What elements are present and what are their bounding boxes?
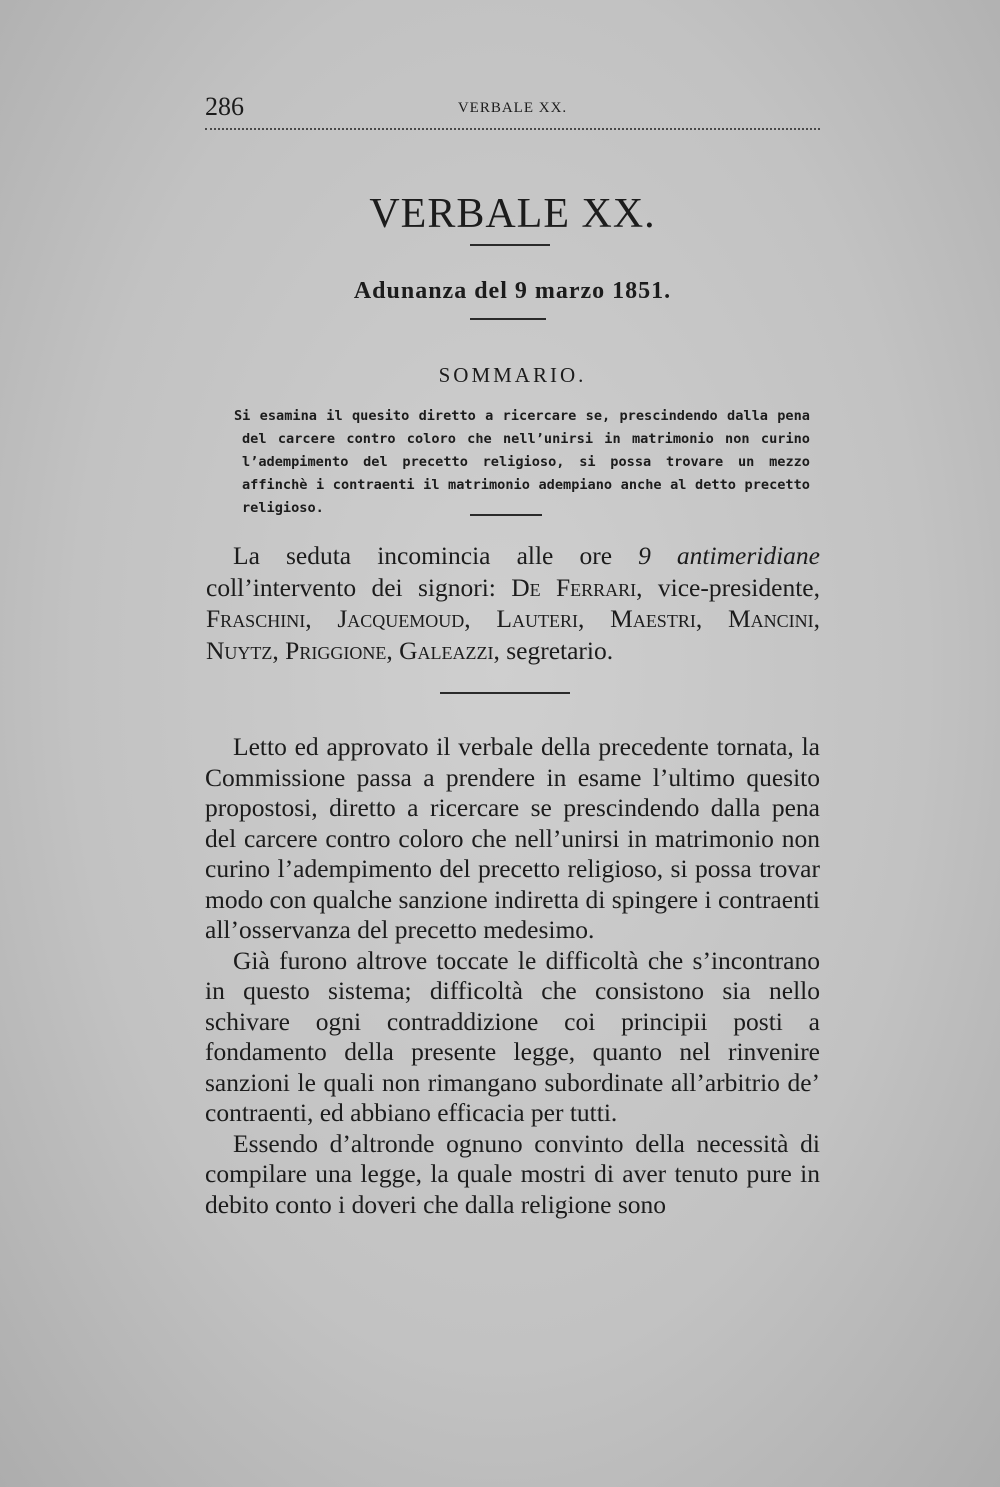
member-name: De Ferrari [511, 572, 637, 602]
meeting-divider [470, 318, 546, 320]
session-time: 9 antimeridiane [638, 541, 820, 570]
member-name: Maestri [610, 604, 696, 633]
summary-text: Si esamina il quesito diretto a ricercare se, prescindendo dalla pena del carcere contro coloro che nell’unirsi in matrimonio non curino l’adempimento del precetto religioso, si possa trovare un mezzo affinchè i contraenti il matrimonio adempiano anche al detto precetto religioso. [234, 408, 810, 516]
member-name: Jacquemoud [337, 604, 465, 633]
member-name: Fraschini [206, 604, 306, 633]
paragraph: Già furono altrove toccate le difficoltà che s’incontrano in questo sistema; difficoltà che consistono sia nello schivare ogni contraddizione coi principii posti a fondamento della presente legge, quanto nel rinvenire sanzioni le quali non rimangano subordinate all’arbitrio de’ contraenti, ed abbiano efficacia per tutti. [205, 945, 820, 1127]
body-text [205, 732, 820, 1220]
summary-divider [470, 514, 542, 516]
meeting-date: Adunanza del 9 marzo 1851. [353, 278, 672, 304]
paragraph: Letto ed approvato il verbale della precedente tornata, la Commissione passa a prendere in esame l’ultimo quesito propostosi, diretto a ricercare se prescindendo dalla pena del carcere contro coloro che nell’unirsi in matrimonio non curino l’adempimento del precetto religioso, si possa trovar modo con qualche sanzione indiretta di spingere i contraenti all’osservanza del precetto medesimo. [205, 732, 820, 944]
member-name: Galeazzi [399, 635, 494, 665]
member-name: Mancini [727, 604, 814, 633]
attendance-divider [440, 692, 570, 694]
title-divider [470, 244, 550, 246]
section-title: VERBALE XX. [369, 191, 656, 237]
page-number: 286 [205, 92, 244, 121]
attendance-paragraph: La seduta incomincia alle ore 9 antimeridiane coll’intervento dei signori: De Ferrari, vice-presidente, Fraschini, Jacquemoud, Lauteri, Maestri, Mancini, Nuytz, Priggione, Galeazzi, segretario. [206, 541, 821, 665]
paragraph: Essendo d’altronde ognuno convinto della necessità di compilare una legge, la quale mostri di aver tenuto pure in debito conto i doveri che dalla religione sono [205, 1128, 820, 1219]
running-title: VERBALE XX. [457, 100, 568, 116]
summary-heading: SOMMARIO. [438, 363, 587, 387]
member-name: Priggione [285, 635, 387, 665]
member-name: Nuytz [206, 635, 273, 665]
member-name: Lauteri [496, 604, 578, 633]
running-head [205, 92, 820, 130]
